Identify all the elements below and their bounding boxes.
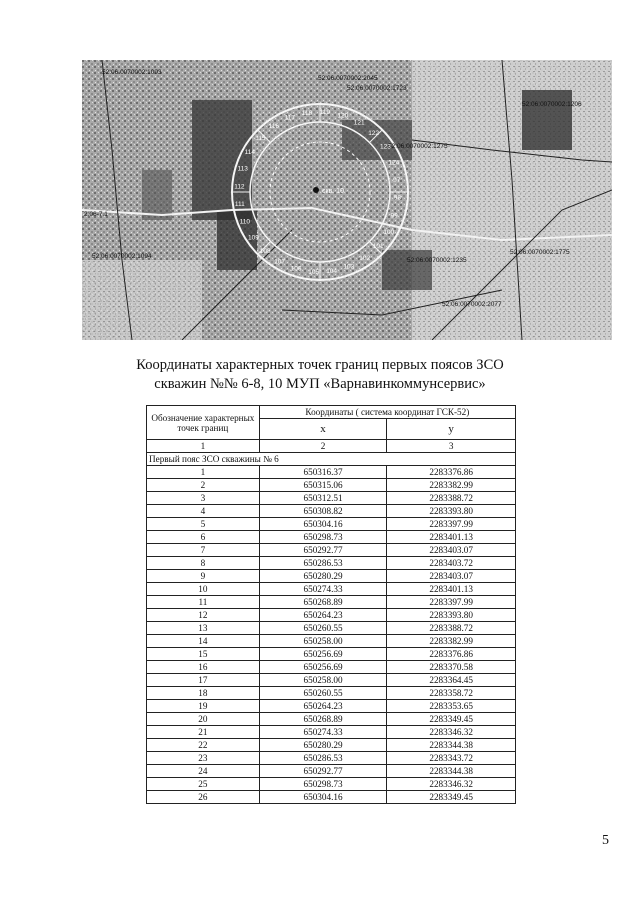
point-number-label: 110 bbox=[239, 218, 250, 226]
point-number-label: 97 bbox=[393, 176, 401, 184]
point-number-label: 108 bbox=[259, 247, 271, 255]
x-value-cell: 650280.29 bbox=[259, 570, 387, 583]
parcel-label: 52:06:0070002:1775 bbox=[510, 249, 570, 256]
y-value-cell: 2283376.86 bbox=[387, 466, 516, 479]
table-row bbox=[147, 544, 516, 557]
x-value-cell: 650304.16 bbox=[259, 791, 387, 804]
table-row bbox=[147, 752, 516, 765]
x-value-cell: 650258.00 bbox=[259, 635, 387, 648]
point-number-label: 120 bbox=[337, 112, 349, 120]
y-value-cell: 2283388.72 bbox=[387, 622, 516, 635]
point-number-cell: 7 bbox=[147, 544, 260, 557]
point-number-cell: 21 bbox=[147, 726, 260, 739]
x-value-cell: 650258.00 bbox=[259, 674, 387, 687]
coordinates-table bbox=[146, 405, 516, 804]
table-row bbox=[147, 791, 516, 804]
x-value-cell: 650304.16 bbox=[259, 518, 387, 531]
point-number-label: 111 bbox=[234, 201, 245, 209]
x-column-header: x bbox=[259, 419, 387, 440]
heading-line-1: Координаты характерных точек границ первых поясов ЗСО bbox=[136, 357, 504, 373]
point-number-cell: 1 bbox=[147, 466, 260, 479]
point-number-label: 100 bbox=[383, 228, 395, 236]
table-row bbox=[147, 700, 516, 713]
x-value-cell: 650292.77 bbox=[259, 544, 387, 557]
table-header-row bbox=[147, 406, 516, 419]
x-value-cell: 650292.77 bbox=[259, 765, 387, 778]
x-value-cell: 650286.53 bbox=[259, 557, 387, 570]
x-value-cell: 650312.51 bbox=[259, 492, 387, 505]
y-value-cell: 2283376.86 bbox=[387, 648, 516, 661]
point-number-cell: 19 bbox=[147, 700, 260, 713]
parcel-label: 52:06:0070002:1094 bbox=[92, 253, 152, 260]
column-number: 1 bbox=[147, 440, 260, 453]
x-value-cell: 650264.23 bbox=[259, 700, 387, 713]
x-value-cell: 650286.53 bbox=[259, 752, 387, 765]
point-number-cell: 9 bbox=[147, 570, 260, 583]
point-number-cell: 16 bbox=[147, 661, 260, 674]
column-number: 2 bbox=[259, 440, 387, 453]
table-row bbox=[147, 661, 516, 674]
table-row bbox=[147, 505, 516, 518]
x-value-cell: 650268.89 bbox=[259, 596, 387, 609]
point-number-cell: 17 bbox=[147, 674, 260, 687]
x-value-cell: 650260.55 bbox=[259, 622, 387, 635]
point-number-label: 104 bbox=[326, 268, 338, 276]
x-value-cell: 650280.29 bbox=[259, 739, 387, 752]
point-number-cell: 22 bbox=[147, 739, 260, 752]
point-number-cell: 8 bbox=[147, 557, 260, 570]
y-value-cell: 2283382.99 bbox=[387, 479, 516, 492]
parcel-label: 52:06:0070002:1093 bbox=[102, 69, 162, 76]
y-value-cell: 2283344.38 bbox=[387, 739, 516, 752]
point-number-cell: 14 bbox=[147, 635, 260, 648]
y-value-cell: 2283344.38 bbox=[387, 765, 516, 778]
point-number-label: 114 bbox=[244, 149, 255, 157]
x-value-cell: 650315.06 bbox=[259, 479, 387, 492]
x-value-cell: 650256.69 bbox=[259, 661, 387, 674]
section-title: Первый пояс ЗСО скважины № 6 bbox=[147, 453, 516, 466]
point-number-cell: 18 bbox=[147, 687, 260, 700]
x-value-cell: 650268.89 bbox=[259, 713, 387, 726]
point-number-cell: 4 bbox=[147, 505, 260, 518]
table-row bbox=[147, 622, 516, 635]
y-value-cell: 2283346.32 bbox=[387, 726, 516, 739]
x-value-cell: 650316.37 bbox=[259, 466, 387, 479]
coordinates-header: Координаты ( система координат ГСК-52) bbox=[259, 406, 515, 419]
table-row bbox=[147, 609, 516, 622]
table-row bbox=[147, 648, 516, 661]
point-number-label: 113 bbox=[237, 165, 248, 173]
y-value-cell: 2283353.65 bbox=[387, 700, 516, 713]
table-row bbox=[147, 583, 516, 596]
point-number-cell: 24 bbox=[147, 765, 260, 778]
column-number: 3 bbox=[387, 440, 516, 453]
point-number-cell: 13 bbox=[147, 622, 260, 635]
x-value-cell: 650256.69 bbox=[259, 648, 387, 661]
point-number-label: 117 bbox=[284, 114, 295, 122]
x-value-cell: 650274.33 bbox=[259, 726, 387, 739]
point-number-cell: 26 bbox=[147, 791, 260, 804]
parcel-label: 2:06-7.1 bbox=[84, 211, 108, 218]
x-value-cell: 650260.55 bbox=[259, 687, 387, 700]
point-number-label: 98 bbox=[393, 194, 402, 202]
y-value-cell: 2283349.45 bbox=[387, 791, 516, 804]
point-number-cell: 2 bbox=[147, 479, 260, 492]
point-number-cell: 11 bbox=[147, 596, 260, 609]
table-row bbox=[147, 596, 516, 609]
points-column-header: Обозначение характерных точек границ bbox=[147, 406, 260, 440]
table-row bbox=[147, 635, 516, 648]
point-number-cell: 3 bbox=[147, 492, 260, 505]
point-number-label: 121 bbox=[353, 119, 365, 127]
y-value-cell: 2283397.99 bbox=[387, 596, 516, 609]
y-value-cell: 2283401.13 bbox=[387, 583, 516, 596]
y-column-header: y bbox=[387, 419, 516, 440]
point-number-label: 107 bbox=[274, 258, 286, 266]
table-row bbox=[147, 518, 516, 531]
x-value-cell: 650298.73 bbox=[259, 778, 387, 791]
table-body bbox=[147, 466, 516, 804]
point-number-label: 119 bbox=[319, 109, 331, 117]
x-value-cell: 650308.82 bbox=[259, 505, 387, 518]
y-value-cell: 2283403.72 bbox=[387, 557, 516, 570]
y-value-cell: 2283349.45 bbox=[387, 713, 516, 726]
section-row bbox=[147, 453, 516, 466]
point-number-label: 116 bbox=[268, 123, 280, 130]
y-value-cell: 2283370.58 bbox=[387, 661, 516, 674]
page-number: 5 bbox=[602, 833, 609, 848]
point-number-label: 101 bbox=[372, 243, 384, 251]
table-row bbox=[147, 479, 516, 492]
heading-line-2: скважин №№ 6-8, 10 МУП «Варнавинкоммунсервис» bbox=[154, 376, 486, 392]
table-row bbox=[147, 739, 516, 752]
table-row bbox=[147, 570, 516, 583]
y-value-cell: 2283403.07 bbox=[387, 544, 516, 557]
x-value-cell: 650298.73 bbox=[259, 531, 387, 544]
table-row bbox=[147, 765, 516, 778]
point-number-label: 122 bbox=[368, 130, 380, 138]
y-value-cell: 2283364.45 bbox=[387, 674, 516, 687]
cadastral-map-svg bbox=[82, 60, 612, 340]
point-number-label: 105 bbox=[308, 268, 320, 276]
y-value-cell: 2283393.80 bbox=[387, 505, 516, 518]
point-number-cell: 25 bbox=[147, 778, 260, 791]
table-row bbox=[147, 531, 516, 544]
table-row bbox=[147, 466, 516, 479]
table-row bbox=[147, 726, 516, 739]
y-value-cell: 2283397.99 bbox=[387, 518, 516, 531]
point-number-label: 118 bbox=[301, 109, 313, 117]
parcel-label: 52:06:0070002:1235 bbox=[407, 257, 467, 264]
y-value-cell: 2283382.99 bbox=[387, 635, 516, 648]
column-number-row bbox=[147, 440, 516, 453]
y-value-cell: 2283343.72 bbox=[387, 752, 516, 765]
point-number-cell: 15 bbox=[147, 648, 260, 661]
point-number-cell: 6 bbox=[147, 531, 260, 544]
table-row bbox=[147, 687, 516, 700]
y-value-cell: 2283388.72 bbox=[387, 492, 516, 505]
x-value-cell: 650274.33 bbox=[259, 583, 387, 596]
cadastral-map bbox=[82, 60, 612, 340]
parcel-label: 52:06:0070002:2077 bbox=[442, 301, 502, 308]
point-number-label: 102 bbox=[359, 255, 371, 262]
y-value-cell: 2283401.13 bbox=[387, 531, 516, 544]
table-row bbox=[147, 557, 516, 570]
point-number-cell: 12 bbox=[147, 609, 260, 622]
point-number-label: 123 bbox=[380, 143, 391, 151]
table-row bbox=[147, 492, 516, 505]
well-label: скв. 10 bbox=[322, 188, 344, 195]
point-number-label: 106 bbox=[290, 265, 302, 273]
y-value-cell: 2283346.32 bbox=[387, 778, 516, 791]
point-number-label: 99 bbox=[390, 212, 398, 220]
table-row bbox=[147, 674, 516, 687]
document-heading bbox=[110, 356, 530, 394]
point-number-cell: 5 bbox=[147, 518, 260, 531]
y-value-cell: 2283358.72 bbox=[387, 687, 516, 700]
point-number-cell: 10 bbox=[147, 583, 260, 596]
parcel-label: 52:06:0070002:1275 bbox=[388, 143, 448, 150]
y-value-cell: 2283393.80 bbox=[387, 609, 516, 622]
y-value-cell: 2283403.07 bbox=[387, 570, 516, 583]
x-value-cell: 650264.23 bbox=[259, 609, 387, 622]
point-number-label: 124 bbox=[388, 159, 400, 167]
parcel-label: 52:06:0070002:1206 bbox=[522, 101, 582, 108]
point-number-label: 103 bbox=[343, 263, 355, 271]
parcel-label: 52:06:0070002:2045 bbox=[318, 75, 378, 82]
point-number-cell: 20 bbox=[147, 713, 260, 726]
table-row bbox=[147, 713, 516, 726]
point-number-cell: 23 bbox=[147, 752, 260, 765]
parcel-label: 52:06:0070002:1723 bbox=[347, 85, 407, 92]
point-number-label: 115 bbox=[255, 134, 266, 142]
point-number-label: 109 bbox=[248, 234, 259, 242]
point-number-label: 112 bbox=[234, 183, 245, 191]
table-row bbox=[147, 778, 516, 791]
